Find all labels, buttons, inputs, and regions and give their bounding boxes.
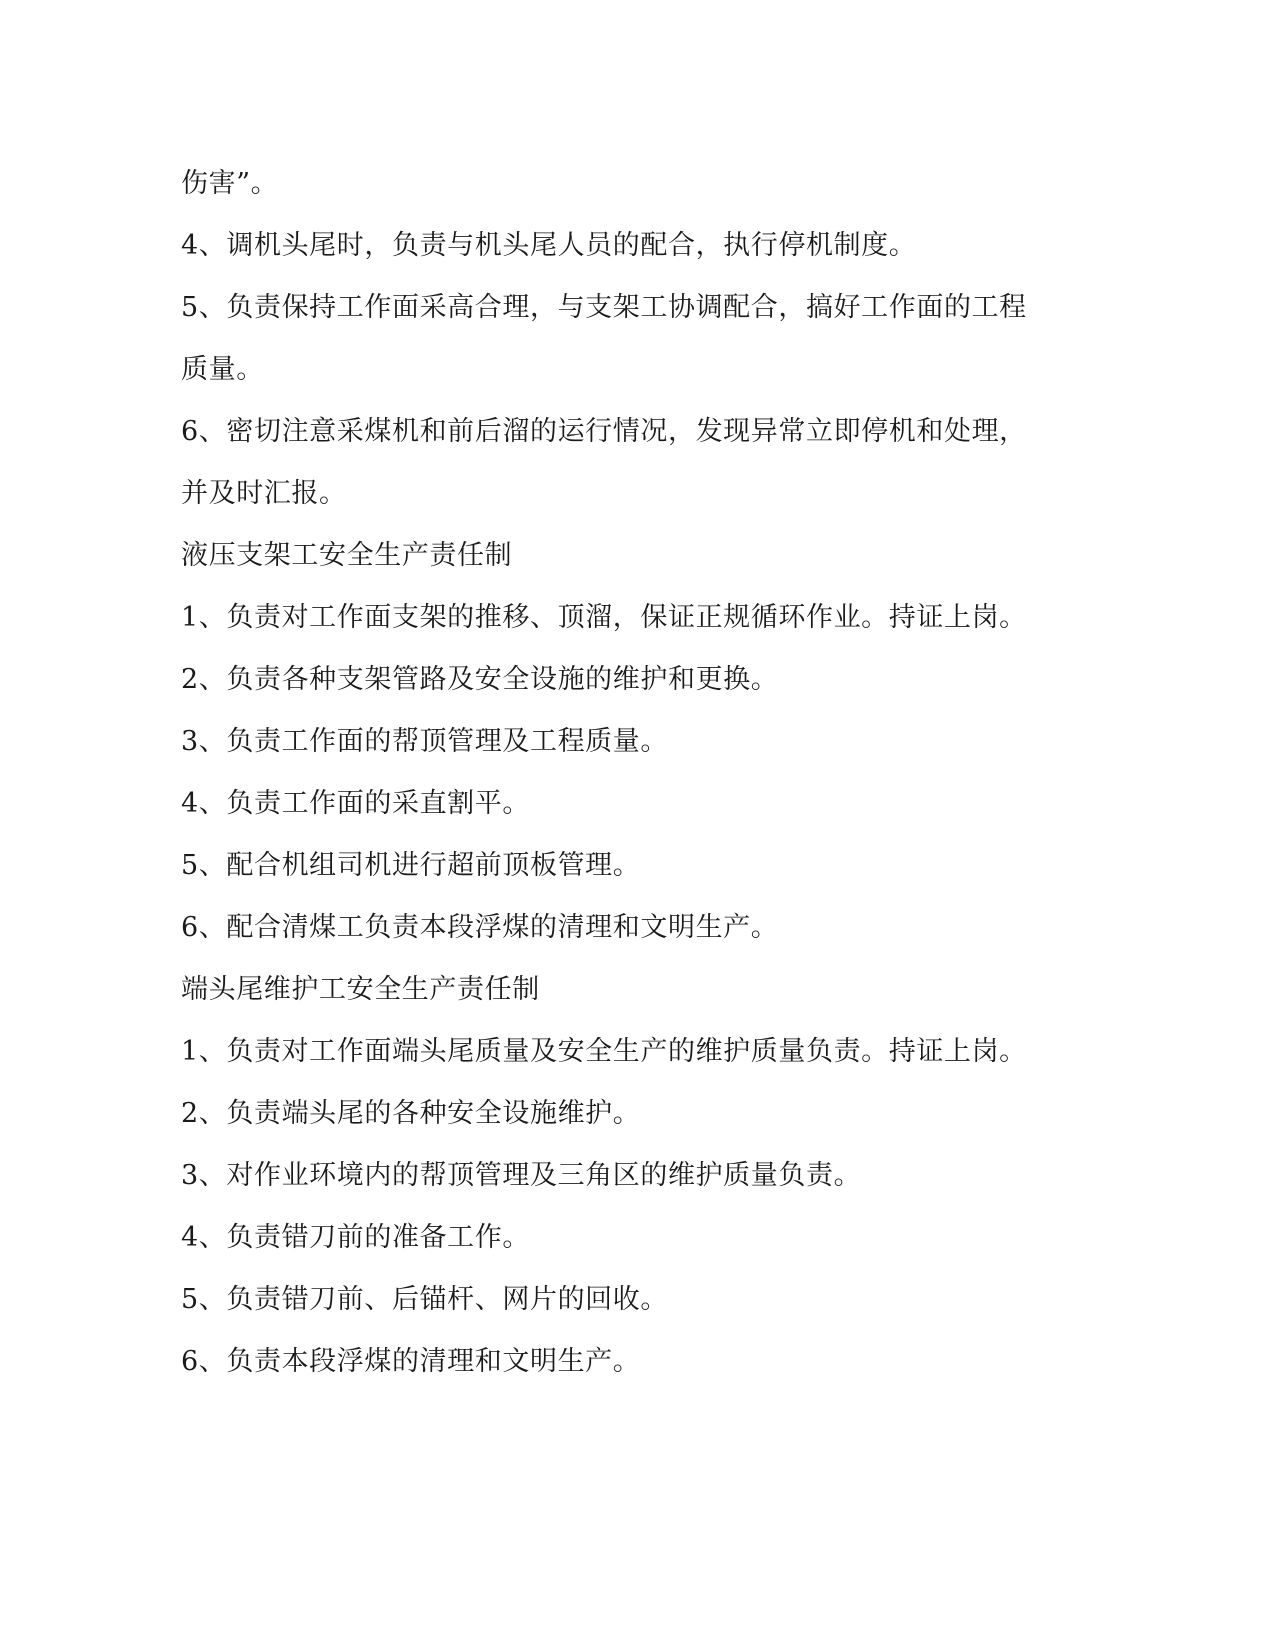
text-line-support-item-6: 6、配合清煤工负责本段浮煤的清理和文明生产。: [181, 912, 779, 943]
text-line-end-item-4: 4、负责错刀前的准备工作。: [181, 1222, 530, 1253]
text-line-item-4: 4、调机头尾时，负责与机头尾人员的配合，执行停机制度。: [181, 230, 917, 261]
text-line-item-6-cont: 并及时汇报。: [181, 478, 347, 509]
text-line-end-item-2: 2、负责端头尾的各种安全设施维护。: [181, 1098, 641, 1129]
text-line-support-item-4: 4、负责工作面的采直割平。: [181, 788, 530, 819]
document-body: [181, 153, 1061, 1393]
text-line-item-6: 6、密切注意采煤机和前后溜的运行情况，发现异常立即停机和处理，: [181, 416, 1027, 447]
text-line-support-item-3: 3、负责工作面的帮顶管理及工程质量。: [181, 726, 668, 757]
text-line-support-item-1: 1、负责对工作面支架的推移、顶溜，保证正规循环作业。持证上岗。: [181, 602, 1027, 633]
text-line-support-item-2: 2、负责各种支架管路及安全设施的维护和更换。: [181, 664, 779, 695]
text-line-item-5: 5、负责保持工作面采高合理，与支架工协调配合，搞好工作面的工程: [181, 292, 1027, 323]
text-line-end-item-6: 6、负责本段浮煤的清理和文明生产。: [181, 1346, 641, 1377]
text-line-end-item-3: 3、对作业环境内的帮顶管理及三角区的维护质量负责。: [181, 1160, 862, 1191]
section-heading-hydraulic-support: 液压支架工安全生产责任制: [181, 540, 513, 571]
text-line-item-5-cont: 质量。: [181, 354, 264, 385]
section-heading-end-maintenance: 端头尾维护工安全生产责任制: [181, 974, 540, 1005]
text-line-continuation: 伤害”。: [181, 168, 279, 199]
text-line-end-item-1: 1、负责对工作面端头尾质量及安全生产的维护质量负责。持证上岗。: [181, 1036, 1027, 1067]
text-line-end-item-5: 5、负责错刀前、后锚杆、网片的回收。: [181, 1284, 668, 1315]
text-line-support-item-5: 5、配合机组司机进行超前顶板管理。: [181, 850, 641, 881]
